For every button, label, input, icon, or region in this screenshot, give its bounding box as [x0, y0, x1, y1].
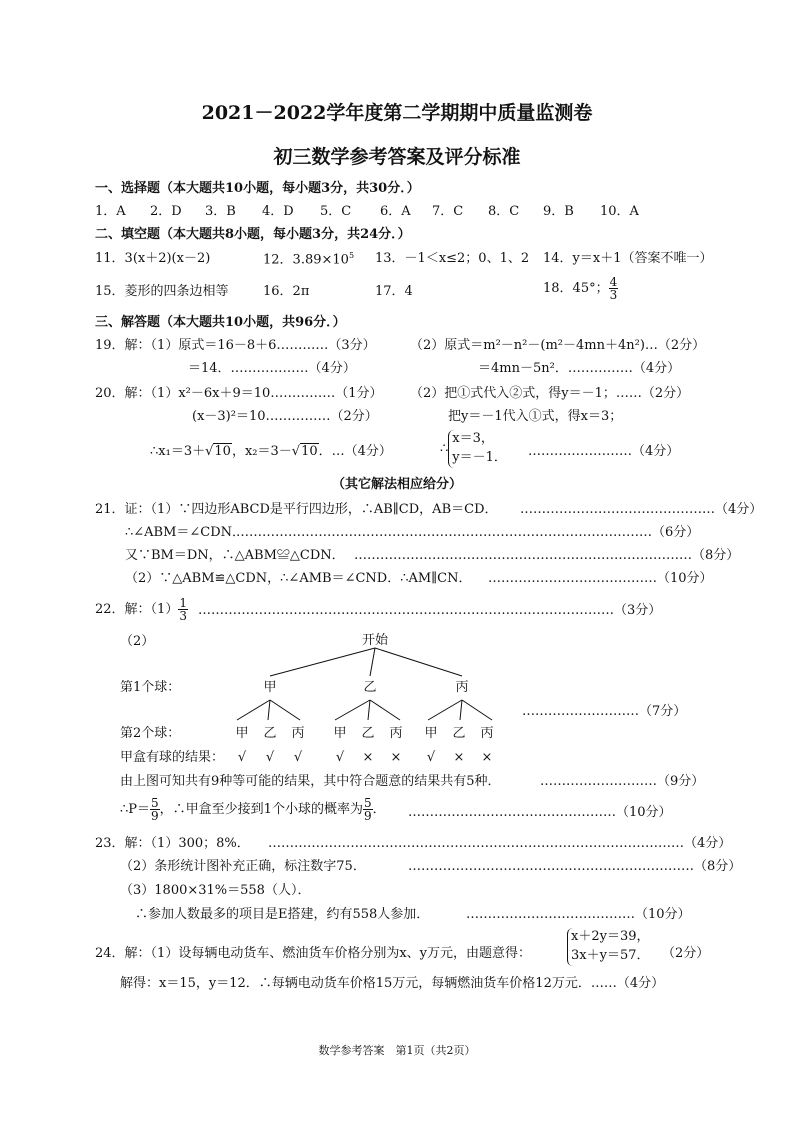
choice-answer: 10．A [600, 204, 639, 219]
q21-line2: ∴∠ABM＝∠CDN． [125, 525, 246, 540]
tree-node-2: 乙 [452, 726, 466, 741]
q21-score2: ……………………………………………………………………………………（6分） [236, 525, 700, 540]
tree-result-mark: √ [265, 750, 275, 765]
fill-answer-11: 11．3(x＋2)(x－2) [95, 251, 211, 266]
fill-answer-17: 17．4 [375, 284, 413, 299]
q22-score10: …………………………………………（10分） [408, 805, 672, 820]
choice-answer: 8．C [488, 204, 520, 219]
q22-line10: ∴P＝ $\frac{5}{9}$ ，∴甲盒至少接到1个小球的概率为 $\frac{5}{9}$ ． [120, 796, 386, 823]
q20-note: （其它解法相应给分） [331, 477, 463, 492]
tree-row3-label: 甲盒有球的结果： [120, 750, 225, 765]
q23-line1: 23．解：（1）300；8%． [95, 836, 250, 851]
page-subtitle: 初三数学参考答案及评分标准 [273, 146, 521, 168]
q23-line3: （3）1800×31%＝558（人）． [120, 883, 311, 898]
tree-node-2: 丙 [480, 726, 494, 741]
q22-part2-label: （2） [120, 634, 155, 649]
q24-line2: 解得：x＝15，y＝12．∴每辆电动货车价格15万元，每辆燃油货车价格12万元．……（4分） [120, 976, 665, 991]
fill-answer-16: 16．2π [263, 284, 310, 299]
choice-answer: 3．B [205, 204, 236, 219]
tree-result-mark: × [390, 750, 402, 765]
tree-node-1: 丙 [455, 680, 469, 695]
page-footer: 数学参考答案 第1页（共2页） [318, 1044, 476, 1057]
q19-part2-line1: （2）原式＝m²－n²－(m²－4mn＋4n²)…（2分） [410, 338, 706, 353]
choice-answer: 1．A [95, 204, 126, 219]
q22-line9: 由上图可知共有9种等可能的结果，其中符合题意的结果共有5种． [120, 774, 501, 789]
q22-line1: 22．解：（1） $\frac{1}{3}$ [95, 596, 187, 623]
q20-part2-line1: （2）把①式代入②式，得y＝－1；……（2分） [410, 386, 690, 401]
tree-result-mark: √ [237, 750, 247, 765]
tree-row2-label: 第2个球： [120, 726, 181, 741]
q24-line1: 24．解：（1）设每辆电动货车、燃油货车价格分别为x、y万元，由题意得： [95, 946, 531, 961]
q23-score2: …………………………………………………………（8分） [408, 859, 742, 874]
choice-answer: 6．A [380, 204, 411, 219]
q21-score4: …………………………………（10分） [488, 571, 713, 586]
tree-node-2: 甲 [333, 726, 347, 741]
q22-score7: ………………………（7分） [522, 704, 687, 719]
q22-score1: ……………………………………………………………………………………（3分） [198, 603, 662, 618]
tree-result-mark: √ [335, 750, 345, 765]
q21-line3: 又∵BM＝DN，∴△ABM≌△CDN． [125, 548, 345, 563]
section-fill-heading: 二、填空题（本大题共8小题，每小题3分，共24分．） [95, 227, 411, 242]
tree-result-mark: √ [293, 750, 303, 765]
choice-answer: 9．B [543, 204, 574, 219]
tree-result-mark: × [453, 750, 465, 765]
q21-line1: 21．证：（1）∵四边形ABCD是平行四边形，∴AB∥CD，AB＝CD． [95, 502, 498, 517]
fill-answer-18: 18．45°； $\frac{4}{3}$ [543, 275, 618, 302]
tree-node-2: 乙 [263, 726, 277, 741]
q21-line4: （2）∵△ABM≌△CDN，∴∠AMB＝∠CND．∴AM∥CN． [125, 571, 472, 586]
tree-result-mark: × [362, 750, 374, 765]
fill-answer-12: 12．$3.89\times 10^5$ [263, 251, 355, 268]
q22-score9: ………………………（9分） [540, 774, 705, 789]
q24-system: x＋2y＝39， 3x＋y＝57． [567, 928, 650, 966]
tree-node-2: 丙 [291, 726, 305, 741]
q23-line2: （2）条形统计图补充正确，标注数字75． [120, 859, 366, 874]
q20-line3: ∴x₁＝3＋√10，x₂＝3－√10．…（4分） [150, 444, 392, 459]
q20-system: ∴ x＝3， y＝－1． [440, 430, 507, 468]
choice-answer: 5．C [320, 204, 352, 219]
fill-answer-15: 15．菱形的四条边相等 [95, 284, 229, 299]
choice-answer: 2．D [150, 204, 182, 219]
q20-score: ……………………（4分） [528, 444, 680, 459]
choice-answer: 7．C [432, 204, 464, 219]
tree-result-mark: √ [426, 750, 436, 765]
section-solve-heading: 三、解答题（本大题共10小题，共96分．） [95, 315, 346, 330]
tree-result-mark: × [481, 750, 493, 765]
q23-line4: ∴参加人数最多的项目是E搭建，约有558人参加． [135, 907, 430, 922]
tree-node-2: 丙 [389, 726, 403, 741]
q20-part2-line2: 把y＝－1代入①式，得x＝3； [448, 409, 623, 424]
q19-line2: ＝14．………………（4分） [188, 361, 356, 376]
q19-line1: 19．解：（1）原式＝16－8＋6…………（3分） [95, 338, 376, 353]
q20-line1: 20．解：（1）x²－6x＋9＝10……………（1分） [95, 386, 383, 401]
tree-row1-label: 第1个球： [120, 680, 181, 695]
q24-score1: （2分） [662, 946, 710, 961]
fill-answer-14: 14．y＝x＋1（答案不唯一） [543, 251, 713, 266]
page-title: 2021－2022学年度第二学期期中质量监测卷 [201, 102, 593, 124]
q21-score1: ………………………………………（4分） [520, 502, 763, 517]
tree-start: 开始 [361, 633, 389, 648]
q21-score3: ……………………………………………………………………（8分） [354, 548, 740, 563]
tree-node-2: 甲 [235, 726, 249, 741]
section-choice-heading: 一、选择题（本大题共10小题，每小题3分，共30分．） [95, 181, 420, 196]
fill-answer-13: 13．－1＜x≤2；0、1、2 [375, 251, 530, 266]
choice-answer: 4．D [262, 204, 294, 219]
q23-score4: …………………………………（10分） [466, 907, 691, 922]
tree-node-2: 甲 [424, 726, 438, 741]
tree-node-2: 乙 [361, 726, 375, 741]
tree-node-1: 甲 [263, 680, 277, 695]
tree-node-1: 乙 [363, 680, 377, 695]
q23-score1: ……………………………………………………………………………………（4分） [268, 836, 732, 851]
q19-part2-line2: ＝4mn－5n²．……………（4分） [478, 361, 681, 376]
q20-line2: (x－3)²＝10……………（2分） [192, 409, 378, 424]
